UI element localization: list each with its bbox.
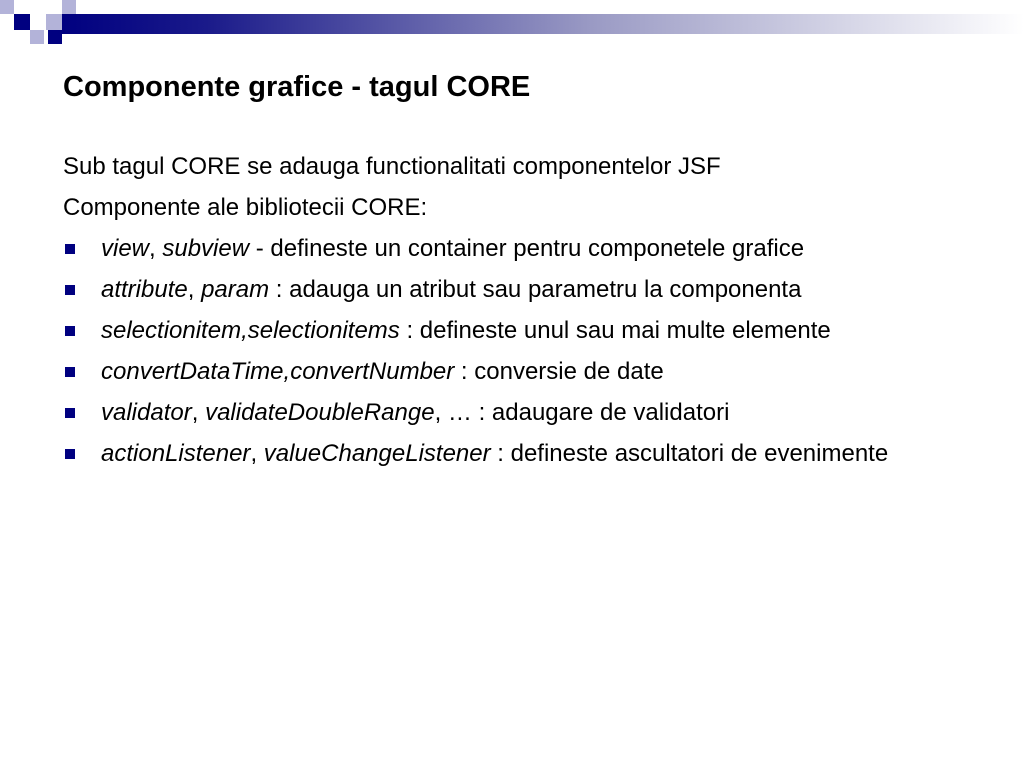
list-item-text — [101, 355, 961, 388]
square-bullet-icon — [65, 449, 75, 459]
description-text: - defineste un container pentru componetele grafice — [249, 235, 805, 262]
core-components-list — [63, 232, 963, 470]
tag-name: convertDataTime,convertNumber — [101, 358, 455, 385]
slide-body — [63, 150, 963, 478]
description-text: : defineste unul sau mai multe elemente — [399, 317, 831, 344]
list-heading: Componente ale bibliotecii CORE: — [63, 194, 428, 221]
square-bullet-icon — [65, 367, 75, 377]
square-bullet-icon — [65, 285, 75, 295]
description-text: , … : adaugare de validatori — [434, 399, 730, 426]
description-text: , — [187, 276, 202, 303]
tag-name: selectionitem,selectionitems — [101, 317, 400, 344]
list-item-text — [101, 273, 961, 306]
list-item-text — [101, 437, 961, 470]
description-text: , — [250, 440, 264, 467]
tag-name: attribute — [101, 276, 188, 303]
deco-square-dark — [48, 30, 62, 44]
list-item — [63, 314, 963, 347]
deco-square-dark — [14, 14, 30, 30]
description-text: : defineste ascultatori de evenimente — [490, 440, 889, 467]
deco-square-light — [62, 0, 76, 14]
square-bullet-icon — [65, 408, 75, 418]
tag-name: actionListener — [101, 440, 251, 467]
tag-name: validator — [101, 399, 192, 426]
deco-square-light — [30, 30, 44, 44]
description-text: : conversie de date — [454, 358, 664, 385]
square-bullet-icon — [65, 326, 75, 336]
description-text: : adauga un atribut sau parametru la componenta — [269, 276, 802, 303]
tag-name: validateDoubleRange — [205, 399, 435, 426]
tag-name: param — [201, 276, 270, 303]
header-decoration — [0, 0, 1024, 50]
deco-square-light — [0, 0, 14, 14]
list-item-text — [101, 396, 961, 429]
list-item-text — [101, 314, 961, 347]
square-bullet-icon — [65, 244, 75, 254]
description-text: , — [191, 399, 206, 426]
list-item — [63, 396, 963, 429]
header-gradient-band — [62, 14, 1024, 34]
intro-line: Sub tagul CORE se adauga functionalitati componentelor JSF — [63, 153, 721, 180]
tag-name: subview — [162, 235, 250, 262]
description-text: , — [149, 235, 163, 262]
slide-title: Componente grafice - tagul CORE — [63, 71, 531, 103]
list-item — [63, 355, 963, 388]
tag-name: view — [101, 235, 150, 262]
deco-square-light — [46, 14, 62, 30]
list-item — [63, 232, 963, 265]
list-item — [63, 437, 963, 470]
tag-name: valueChangeListener — [263, 440, 491, 467]
list-item-text — [101, 232, 961, 265]
list-item — [63, 273, 963, 306]
